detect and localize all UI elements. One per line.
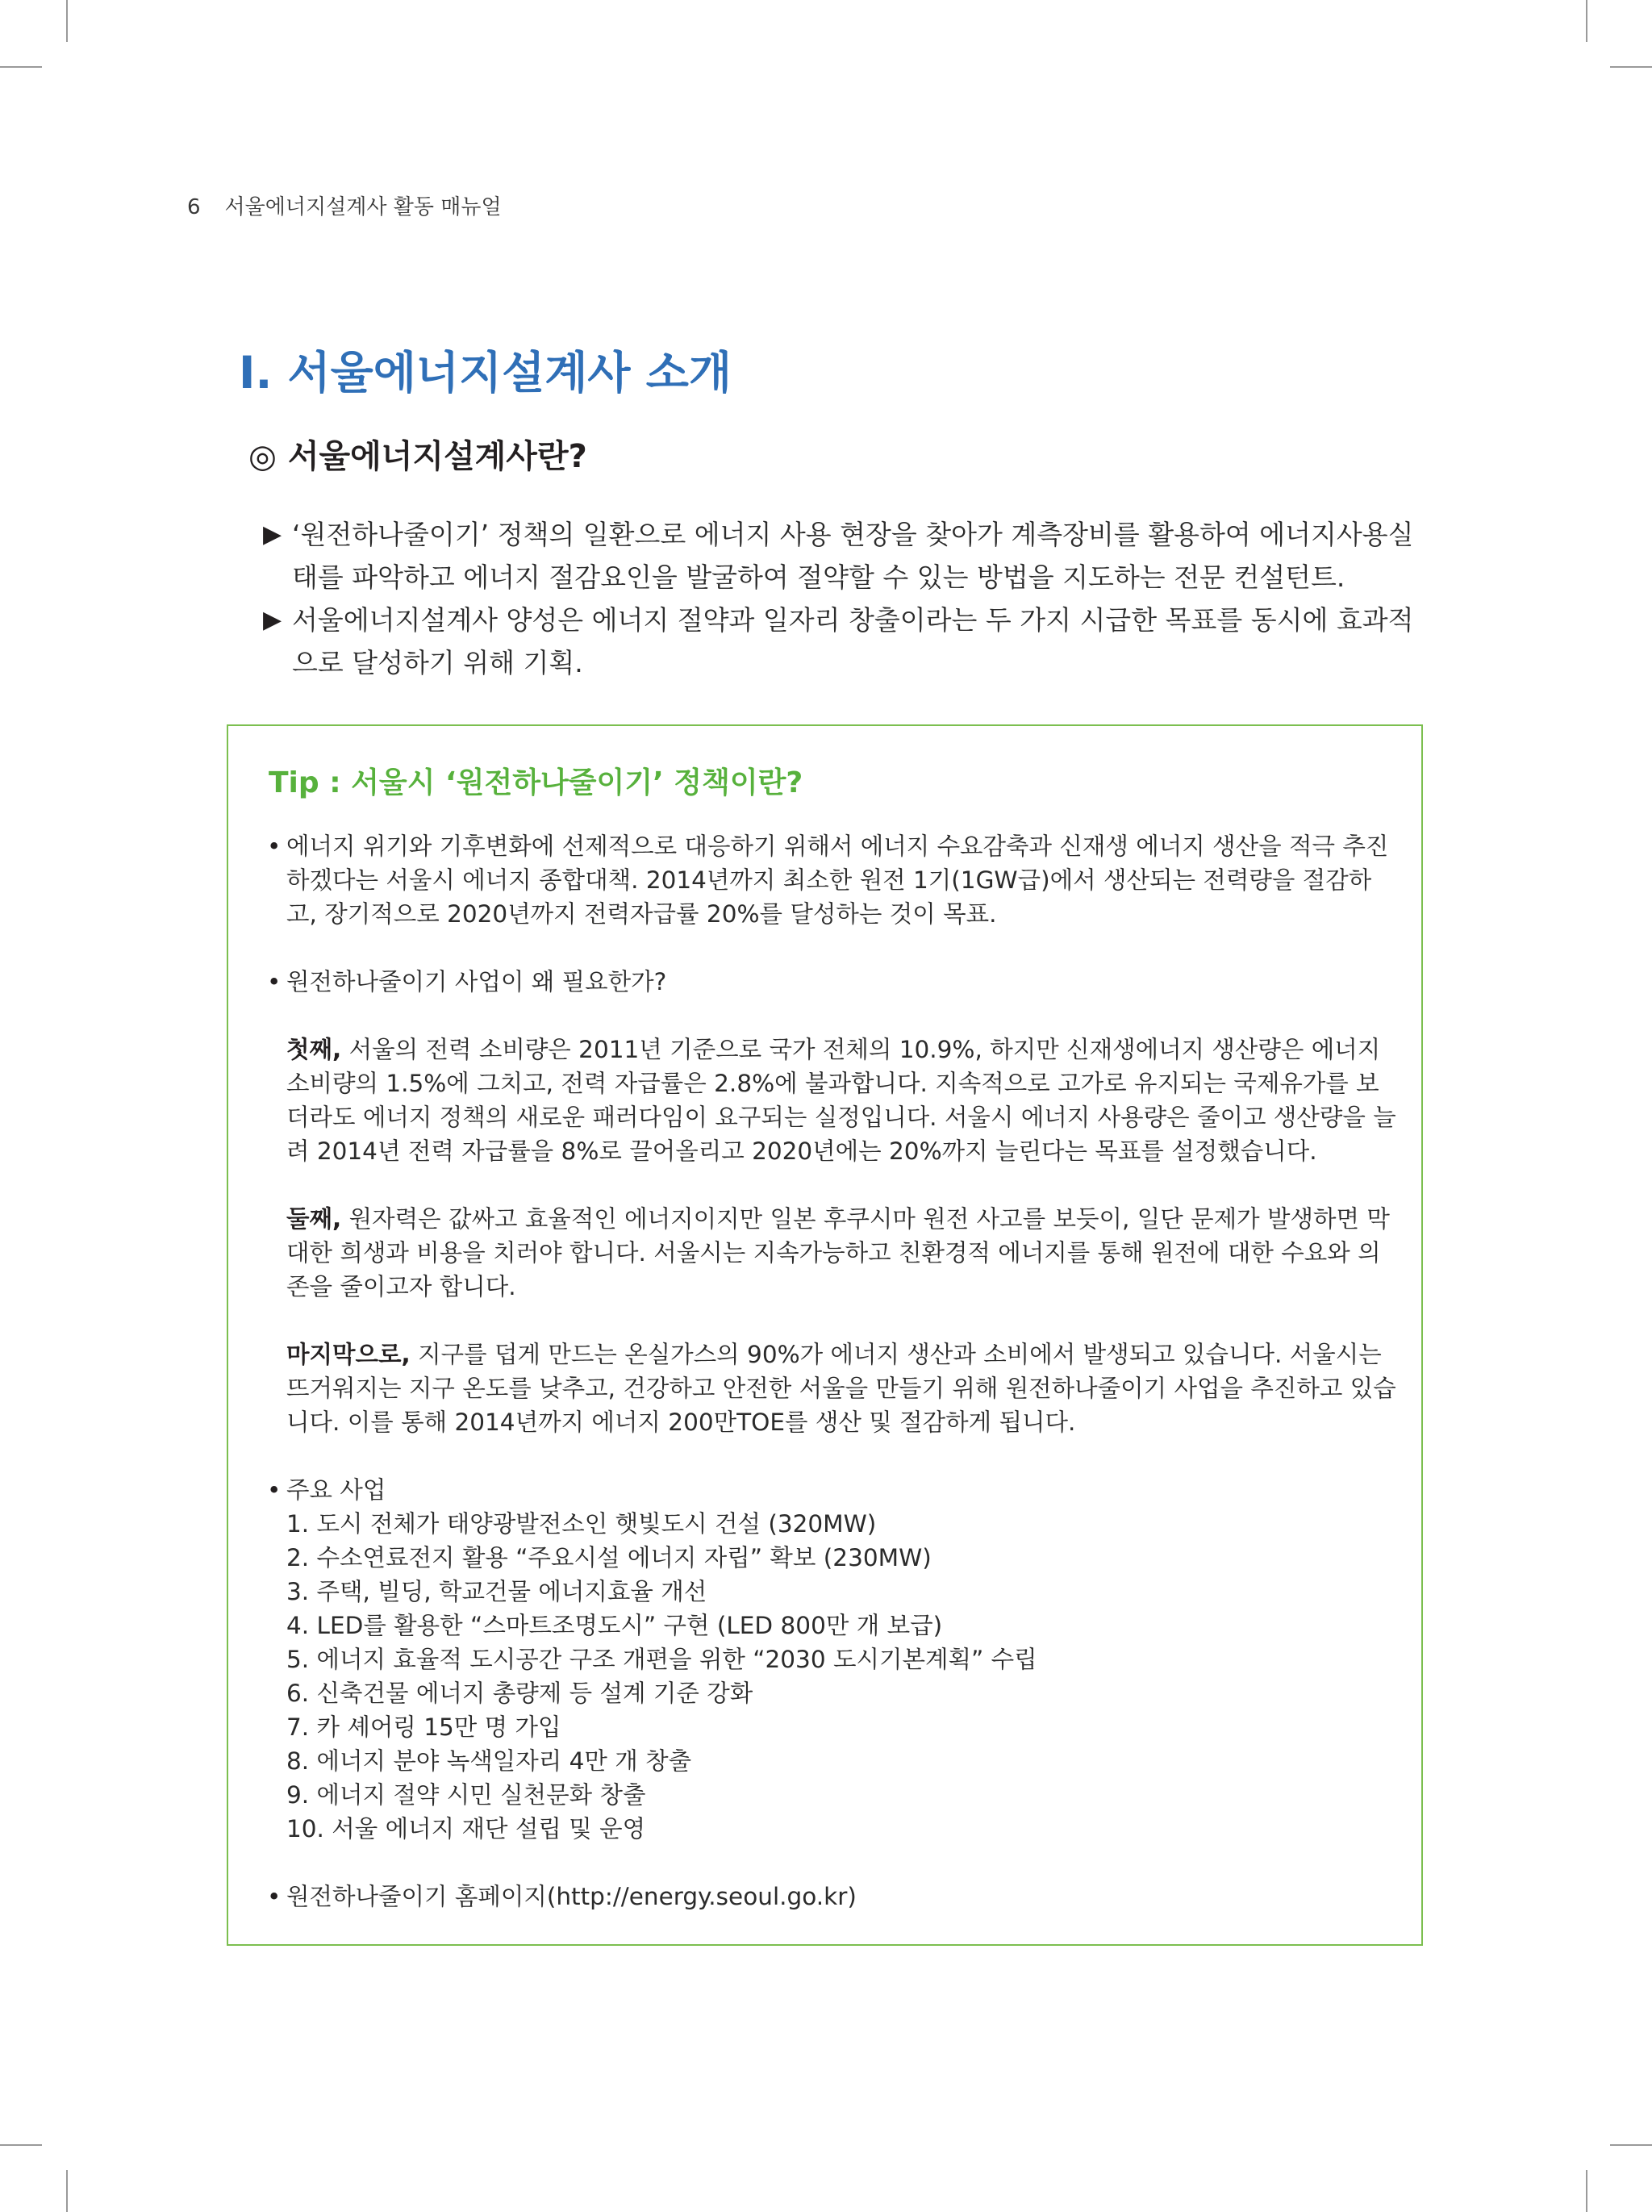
tip-definition: [267, 829, 1396, 931]
crop-mark-bottom-right-h: [1610, 2144, 1652, 2146]
list-item: 1. 도시 전체가 태양광발전소인 햇빛도시 건설 (320MW): [286, 1510, 877, 1538]
reason-paragraph: [267, 1338, 1396, 1439]
homepage-line: [267, 1880, 1396, 1914]
page-number: 6: [187, 195, 201, 219]
tip-title: Tip : 서울시 ‘원전하나줄이기’ 정책이란?: [269, 766, 803, 799]
bullet-dot-icon: •: [267, 1883, 282, 1910]
crop-mark-top-left: [66, 0, 68, 42]
reason-paragraph: [267, 1033, 1396, 1168]
list-item: 9. 에너지 절약 시민 실천문화 창출: [286, 1781, 646, 1809]
intro-item: [263, 599, 1425, 684]
reason-text: 지구를 덥게 만드는 온실가스의 90%가 에너지 생산과 소비에서 발생되고 있습니다. 서울시는 뜨거워지는 지구 온도를 낮추고, 건강하고 안전한 서울을 만들기 위해 원전하나줄이기 사업을 추진하고 있습니다. 이를 통해 2014년까지 에너지 200만TOE를 생산 및 절감하게 됩니다.: [286, 1341, 1396, 1436]
list-item: 5. 에너지 효율적 도시공간 구조 개편을 위한 “2030 도시기본계획” 수립: [286, 1646, 1037, 1673]
chapter-title: Ⅰ. 서울에너지설계사 소개: [239, 347, 732, 399]
crop-mark-top-right-h: [1610, 66, 1652, 68]
intro-item: [263, 513, 1425, 599]
list-item: 10. 서울 에너지 재단 설립 및 운영: [286, 1815, 646, 1843]
reason-text: 서울의 전력 소비량은 2011년 기준으로 국가 전체의 10.9%, 하지만 신재생에너지 생산량은 에너지 소비량의 1.5%에 그치고, 전력 자급률은 2.8%에 불과합니다. 지속적으로 고가로 유지되는 국제유가를 보더라도 에너지 정책의 새로운 패러다임이 요구되는 실정입니다. 서울시 에너지 사용량은 줄이고 생산량을 늘려 2014년 전력 자급률을 8%로 끌어올리고 2020년에는 20%까지 늘린다는 목표를 설정했습니다.: [286, 1036, 1396, 1165]
triangle-bullet-icon: ▶: [263, 606, 282, 634]
tip-body: [267, 829, 1396, 1914]
crop-mark-top-left-h: [0, 66, 42, 68]
triangle-bullet-icon: ▶: [263, 520, 282, 549]
list-item: 6. 신축건물 에너지 총량제 등 설계 기준 강화: [286, 1680, 753, 1707]
manual-title: 서울에너지설계사 활동 매뉴얼: [224, 195, 502, 219]
projects-heading-text: 주요 사업: [286, 1476, 386, 1504]
reason-lead: 첫째,: [286, 1036, 342, 1063]
why-heading-text: 원전하나줄이기 사업이 왜 필요한가?: [286, 968, 667, 995]
projects-list: [267, 1507, 1396, 1846]
intro-text: 서울에너지설계사 양성은 에너지 절약과 일자리 창출이라는 두 가지 시급한 목표를 동시에 효과적으로 달성하기 위해 기획.: [292, 604, 1414, 678]
list-item: 3. 주택, 빌딩, 학교건물 에너지효율 개선: [286, 1578, 707, 1605]
projects-heading: [267, 1473, 1396, 1507]
crop-mark-bottom-right: [1586, 2170, 1587, 2212]
crop-mark-top-right: [1586, 0, 1587, 42]
crop-mark-bottom-left: [66, 2170, 68, 2212]
bullet-dot-icon: •: [267, 968, 282, 995]
tip-box: [227, 724, 1423, 1946]
bullet-dot-icon: •: [267, 833, 282, 860]
reason-text: 원자력은 값싸고 효율적인 에너지이지만 일본 후쿠시마 원전 사고를 보듯이, 일단 문제가 발생하면 막대한 희생과 비용을 치러야 합니다. 서울시는 지속가능하고 친환경적 에너지를 통해 원전에 대한 수요와 의존을 줄이고자 합니다.: [286, 1205, 1390, 1300]
reason-lead: 둘째,: [286, 1205, 342, 1233]
definition-text: 에너지 위기와 기후변화에 선제적으로 대응하기 위해서 에너지 수요감축과 신재생 에너지 생산을 적극 추진하겠다는 서울시 에너지 종합대책. 2014년까지 최소한 원전 1기(1GW급)에서 생산되는 전력량을 절감하고, 장기적으로 2020년까지 전력자급률 20%를 달성하는 것이 목표.: [286, 833, 1389, 928]
list-item: 7. 카 셰어링 15만 명 가입: [286, 1713, 561, 1741]
reason-paragraph: [267, 1202, 1396, 1304]
why-heading: [267, 965, 1396, 999]
list-item: 8. 에너지 분야 녹색일자리 4만 개 창출: [286, 1747, 692, 1775]
intro-text: ‘원전하나줄이기’ 정책의 일환으로 에너지 사용 현장을 찾아가 계측장비를 활용하여 에너지사용실태를 파악하고 에너지 절감요인을 발굴하여 절약할 수 있는 방법을 지도하는 전문 컨설턴트.: [292, 519, 1414, 593]
homepage-text: 원전하나줄이기 홈페이지(http://energy.seoul.go.kr): [286, 1883, 857, 1910]
crop-mark-bottom-left-h: [0, 2144, 42, 2146]
list-item: 2. 수소연료전지 활용 “주요시설 에너지 자립” 확보 (230MW): [286, 1544, 932, 1571]
reason-lead: 마지막으로,: [286, 1341, 411, 1368]
intro-list: [263, 513, 1425, 684]
bullet-dot-icon: •: [267, 1476, 282, 1504]
list-item: 4. LED를 활용한 “스마트조명도시” 구현 (LED 800만 개 보급): [286, 1612, 943, 1639]
running-head: [187, 190, 502, 220]
section-title: ◎ 서울에너지설계사란?: [248, 438, 587, 475]
